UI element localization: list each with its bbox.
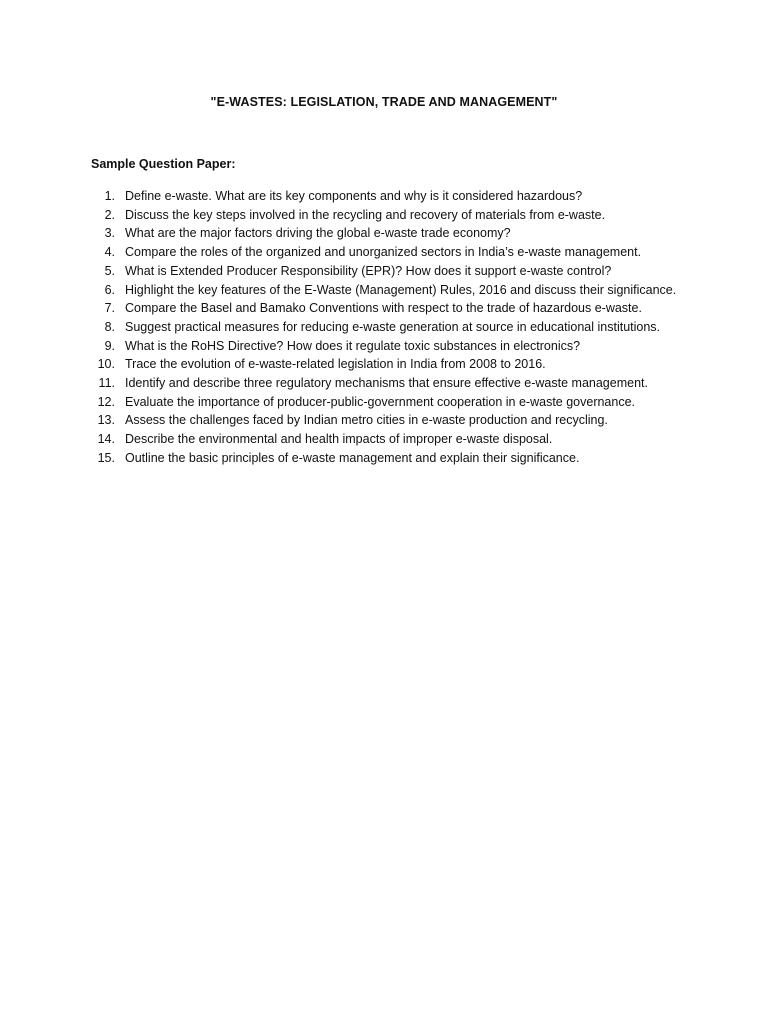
question-number: 9. — [104, 338, 115, 353]
question-text: Define e-waste. What are its key components and why is it considered hazardous? — [125, 189, 583, 203]
question-number: 10. — [97, 357, 115, 372]
question-number: 4. — [104, 245, 115, 260]
question-number: 7. — [104, 301, 115, 316]
question-text: Suggest practical measures for reducing e-waste generation at source in educational institutions. — [125, 319, 661, 334]
question-item — [0, 318, 768, 337]
question-text: What is Extended Producer Responsibility (EPR)? How does it support e-waste control? — [125, 263, 612, 278]
question-text: Highlight the key features of the E-Waste (Management) Rules, 2016 and discuss their significance. — [125, 282, 677, 297]
question-item — [0, 430, 768, 449]
question-item — [0, 411, 768, 430]
question-text: Trace the evolution of e-waste-related legislation in India from 2008 to 2016. — [125, 357, 546, 372]
question-number: 13. — [97, 413, 115, 428]
question-text: Identify and describe three regulatory mechanisms that ensure effective e-waste management. — [125, 376, 648, 391]
question-text: Evaluate the importance of producer-public-government cooperation in e-waste governance. — [125, 394, 636, 409]
question-number: 1. — [104, 189, 115, 203]
question-item — [0, 187, 768, 206]
question-item — [0, 262, 768, 281]
question-text: What is the RoHS Directive? How does it regulate toxic substances in electronics? — [125, 338, 581, 353]
question-number: 3. — [104, 226, 115, 241]
section-heading: Sample Question Paper: — [91, 157, 236, 171]
question-number: 12. — [97, 394, 115, 409]
question-list — [0, 187, 768, 468]
question-item — [0, 281, 768, 300]
question-item — [0, 299, 768, 318]
question-item — [0, 224, 768, 243]
question-number: 11. — [98, 376, 115, 391]
question-text: What are the major factors driving the global e-waste trade economy? — [125, 226, 511, 241]
question-number: 15. — [97, 450, 115, 465]
question-item — [0, 206, 768, 225]
question-item — [0, 243, 768, 262]
question-text: Outline the basic principles of e-waste management and explain their significance. — [125, 450, 580, 465]
question-text: Describe the environmental and health impacts of improper e-waste disposal. — [125, 432, 553, 447]
question-item — [0, 374, 768, 393]
question-item — [0, 337, 768, 356]
question-number: 5. — [104, 263, 115, 278]
question-item — [0, 393, 768, 412]
document-title: "E-WASTES: LEGISLATION, TRADE AND MANAGEMENT" — [210, 95, 558, 109]
question-item — [0, 355, 768, 374]
question-item — [0, 449, 768, 468]
question-text: Compare the Basel and Bamako Conventions with respect to the trade of hazardous e-waste. — [125, 301, 642, 316]
question-number: 14. — [97, 432, 115, 447]
question-number: 8. — [104, 319, 115, 334]
question-text: Discuss the key steps involved in the recycling and recovery of materials from e-waste. — [125, 207, 606, 222]
question-number: 6. — [104, 282, 115, 297]
question-text: Assess the challenges faced by Indian metro cities in e-waste production and recycling. — [125, 413, 608, 428]
question-number: 2. — [104, 207, 115, 222]
question-text: Compare the roles of the organized and unorganized sectors in India’s e-waste management. — [125, 245, 642, 260]
